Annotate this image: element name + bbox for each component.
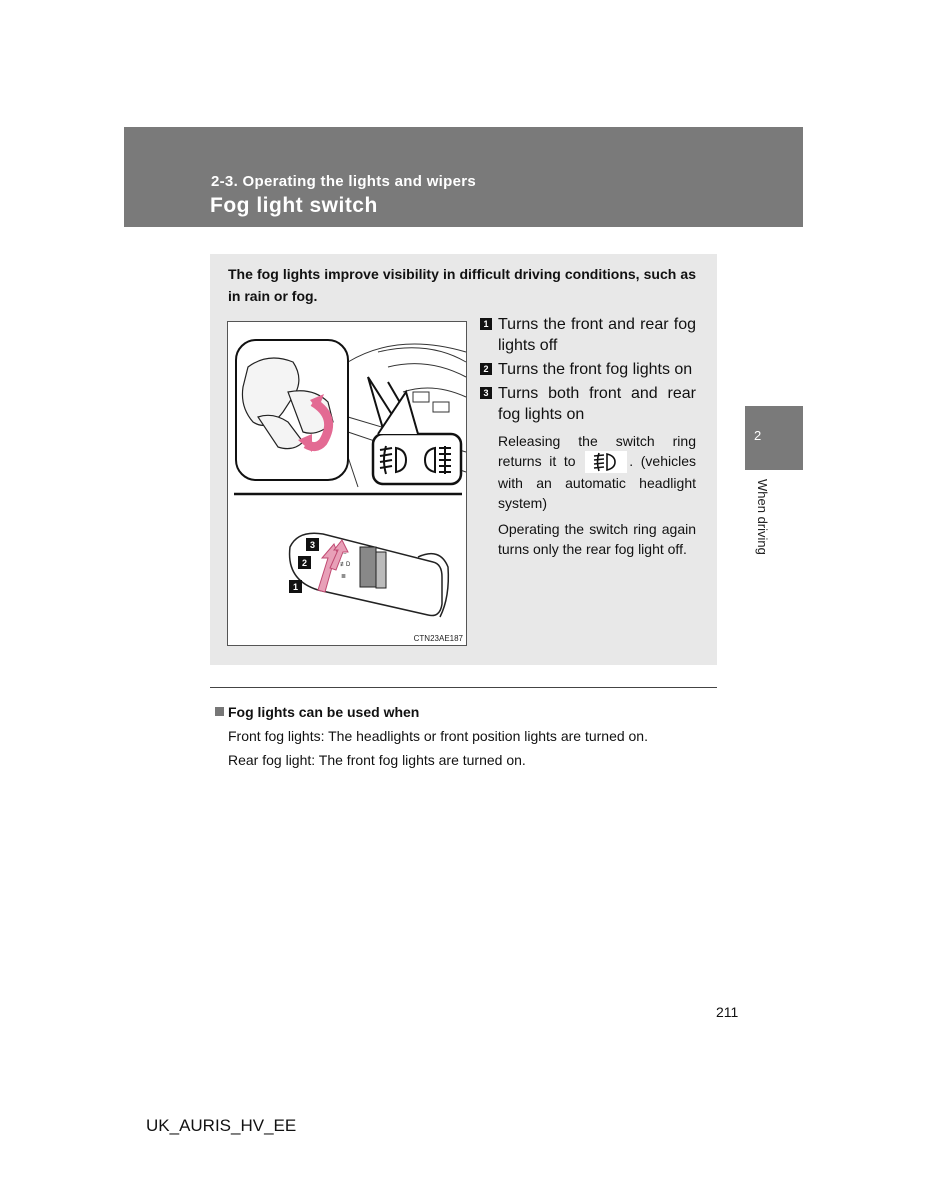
list-item bbox=[480, 383, 696, 425]
release-note-text-b: . (vehicles with an automatic headlight system) bbox=[498, 453, 697, 512]
illustration-drawing bbox=[228, 322, 468, 647]
chapter-number: 2 bbox=[754, 428, 762, 443]
item-text: Turns both front and rear fog lights on bbox=[498, 385, 696, 423]
position-list bbox=[480, 314, 696, 559]
page-number: 211 bbox=[716, 1004, 739, 1020]
usage-heading-text: Fog lights can be used when bbox=[228, 704, 420, 720]
svg-text:1: 1 bbox=[292, 582, 299, 592]
section-label: 2-3. Operating the lights and wipers bbox=[211, 173, 477, 190]
section-divider bbox=[210, 687, 717, 688]
intro-text: The fog lights improve visibility in difficult driving conditions, such as in rain or fog. bbox=[228, 266, 696, 304]
item-text: Turns the front fog lights on bbox=[498, 361, 693, 378]
figure-code: CTN23AE187 bbox=[413, 634, 463, 643]
release-note bbox=[480, 431, 696, 513]
usage-heading bbox=[215, 704, 419, 720]
item-text: Turns the front and rear fog lights off bbox=[498, 316, 696, 354]
chapter-label: When driving bbox=[755, 479, 770, 555]
document-code: UK_AURIS_HV_EE bbox=[146, 1116, 297, 1135]
list-item bbox=[480, 314, 696, 356]
front-fog-condition: Front fog lights: The headlights or front position lights are turned on. bbox=[228, 728, 648, 744]
page-title: Fog light switch bbox=[210, 194, 378, 217]
item-number: 2 bbox=[480, 363, 492, 375]
repeat-note: Operating the switch ring again turns only the rear fog light off. bbox=[498, 521, 696, 558]
fog-switch-illustration bbox=[227, 321, 467, 646]
front-fog-light-icon bbox=[585, 451, 627, 473]
info-panel bbox=[210, 254, 717, 665]
item-number: 1 bbox=[480, 318, 492, 330]
square-bullet-icon bbox=[215, 707, 224, 716]
svg-text:3: 3 bbox=[309, 540, 316, 550]
svg-text:≣: ≣ bbox=[341, 574, 347, 580]
rear-fog-condition: Rear fog light: The front fog lights are turned on. bbox=[228, 752, 526, 768]
item-number: 3 bbox=[480, 387, 492, 399]
svg-text:≡: ≡ bbox=[343, 550, 347, 556]
page-header bbox=[124, 127, 803, 227]
list-item bbox=[480, 359, 696, 380]
chapter-tab[interactable] bbox=[745, 406, 803, 470]
release-note-text-a: Releasing the switch ring returns it to bbox=[498, 433, 696, 469]
svg-text:≢D: ≢D bbox=[340, 562, 351, 568]
svg-text:2: 2 bbox=[301, 558, 308, 568]
